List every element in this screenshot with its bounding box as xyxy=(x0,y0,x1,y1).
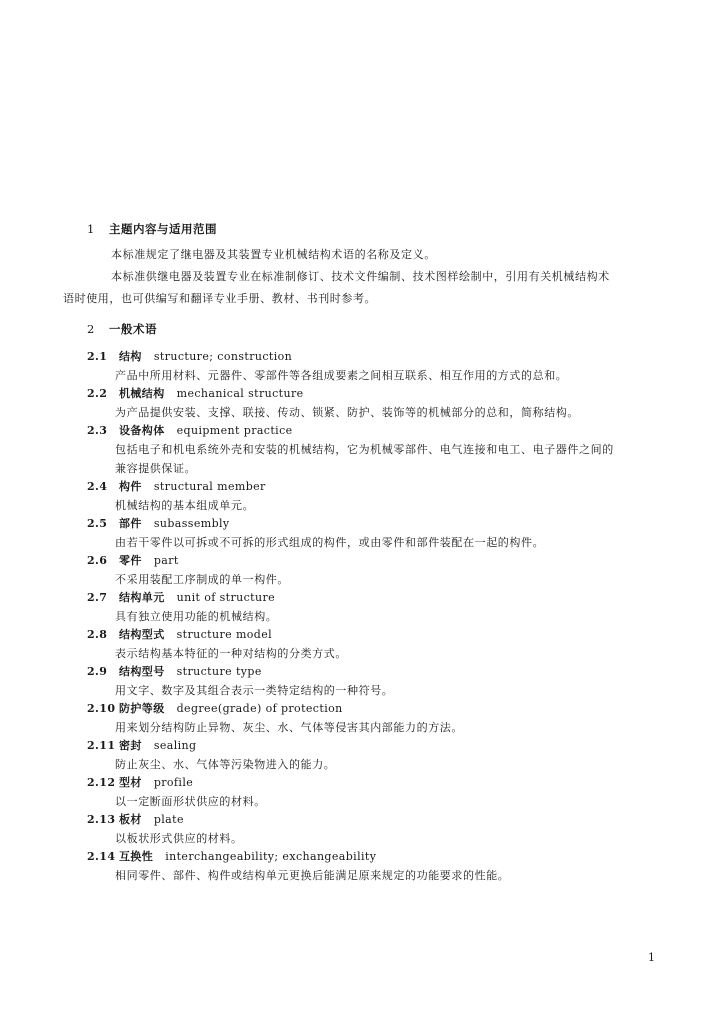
term-chinese: 零件 xyxy=(119,554,142,567)
term-number: 2.3 xyxy=(87,424,108,437)
term-entry xyxy=(87,515,657,552)
term-entry xyxy=(87,848,657,885)
term-number: 2.9 xyxy=(87,665,108,678)
term-heading xyxy=(87,552,657,570)
term-heading xyxy=(87,626,657,644)
term-english: interchangeability; exchangeability xyxy=(165,850,377,863)
term-chinese: 部件 xyxy=(119,517,142,530)
term-definition: 用文字、数字及其组合表示一类特定结构的一种符号。 xyxy=(115,684,394,697)
term-entry xyxy=(87,348,657,385)
section-2-title: 一般术语 xyxy=(109,322,157,336)
term-heading xyxy=(87,515,657,533)
section-1-para-2-line-2: 语时使用，也可供编写和翻译专业手册、教材、书刊时参考。 xyxy=(63,292,377,305)
term-number: 2.11 xyxy=(87,739,116,752)
document-body xyxy=(63,220,657,885)
term-english: degree(grade) of protection xyxy=(176,702,343,715)
term-definition: 包括电子和机电系统外壳和安装的机械结构，它为机械零部件、电气连接和电工、电子器件之间的 xyxy=(115,443,614,456)
section-2-number: 2 xyxy=(87,322,95,336)
term-english: subassembly xyxy=(153,517,230,530)
term-entry xyxy=(87,737,657,774)
term-entry xyxy=(87,663,657,700)
term-english: equipment practice xyxy=(176,424,293,437)
term-number: 2.14 xyxy=(87,850,116,863)
term-definition: 防止灰尘、水、气体等污染物进入的能力。 xyxy=(115,758,336,771)
term-entry xyxy=(87,626,657,663)
term-english: structure model xyxy=(176,628,273,641)
section-1-number: 1 xyxy=(87,222,95,236)
term-number: 2.12 xyxy=(87,776,116,789)
term-entry xyxy=(87,422,657,478)
term-heading xyxy=(87,774,657,792)
term-definition: 表示结构基本特征的一种对结构的分类方式。 xyxy=(115,647,347,660)
term-chinese: 密封 xyxy=(119,739,142,752)
term-number: 2.7 xyxy=(87,591,108,604)
term-definition: 用来划分结构防止异物、灰尘、水、气体等侵害其内部能力的方法。 xyxy=(115,721,463,734)
term-heading xyxy=(87,811,657,829)
term-entry xyxy=(87,589,657,626)
term-english: profile xyxy=(153,776,194,789)
term-english: sealing xyxy=(153,739,197,752)
term-definition: 以一定断面形状供应的材料。 xyxy=(115,795,266,808)
term-entry xyxy=(87,552,657,589)
term-heading xyxy=(87,385,657,403)
term-definition: 为产品提供安装、支撑、联接、传动、锁紧、防护、装饰等的机械部分的总和，简称结构。 xyxy=(115,406,579,419)
term-heading xyxy=(87,663,657,681)
term-definition: 以板状形式供应的材料。 xyxy=(115,832,243,845)
term-chinese: 结构 xyxy=(119,350,142,363)
term-chinese: 结构单元 xyxy=(119,591,165,604)
term-definition: 产品中所用材料、元器件、零部件等各组成要素之间相互联系、相互作用的方式的总和。 xyxy=(115,369,568,382)
section-1-title: 主题内容与适用范围 xyxy=(109,222,217,236)
term-english: mechanical structure xyxy=(176,387,304,400)
term-entry xyxy=(87,385,657,422)
term-number: 2.5 xyxy=(87,517,108,530)
term-chinese: 板材 xyxy=(119,813,142,826)
term-number: 2.2 xyxy=(87,387,108,400)
term-chinese: 互换性 xyxy=(119,850,154,863)
term-chinese: 设备构体 xyxy=(119,424,165,437)
term-chinese: 构件 xyxy=(119,480,142,493)
term-english: part xyxy=(153,554,179,567)
term-chinese: 防护等级 xyxy=(119,702,165,715)
section-2-heading xyxy=(87,320,657,338)
term-definition: 相同零件、部件、构件或结构单元更换后能满足原来规定的功能要求的性能。 xyxy=(115,869,510,882)
term-entry xyxy=(87,811,657,848)
term-number: 2.1 xyxy=(87,350,108,363)
term-list xyxy=(87,348,657,885)
term-heading xyxy=(87,348,657,366)
term-heading xyxy=(87,848,657,866)
term-entry xyxy=(87,478,657,515)
term-definition: 由若干零件以可拆或不可拆的形式组成的构件，或由零件和部件装配在一起的构件。 xyxy=(115,536,545,549)
term-chinese: 结构型式 xyxy=(119,628,165,641)
term-english: structural member xyxy=(153,480,266,493)
term-chinese: 机械结构 xyxy=(119,387,165,400)
term-heading xyxy=(87,422,657,440)
term-heading xyxy=(87,478,657,496)
term-number: 2.8 xyxy=(87,628,108,641)
term-heading xyxy=(87,589,657,607)
term-number: 2.13 xyxy=(87,813,116,826)
term-entry xyxy=(87,774,657,811)
term-entry xyxy=(87,700,657,737)
term-definition: 兼容提供保证。 xyxy=(115,462,197,475)
term-number: 2.6 xyxy=(87,554,108,567)
term-chinese: 型材 xyxy=(119,776,142,789)
term-english: plate xyxy=(153,813,184,826)
section-1-heading xyxy=(87,220,657,238)
term-heading xyxy=(87,700,657,718)
term-definition: 机械结构的基本组成单元。 xyxy=(115,499,255,512)
term-definition: 不采用装配工序制成的单一构件。 xyxy=(115,573,289,586)
page-number: 1 xyxy=(648,951,655,964)
term-english: unit of structure xyxy=(176,591,276,604)
section-1-para-2-line-1: 本标准供继电器及装置专业在标准制修订、技术文件编制、技术图样绘制中，引用有关机械结构术 xyxy=(111,270,610,283)
term-heading xyxy=(87,737,657,755)
term-chinese: 结构型号 xyxy=(119,665,165,678)
section-1-para-1: 本标准规定了继电器及其装置专业机械结构术语的名称及定义。 xyxy=(111,248,436,261)
term-english: structure type xyxy=(176,665,262,678)
term-definition: 具有独立使用功能的机械结构。 xyxy=(115,610,278,623)
term-english: structure; construction xyxy=(153,350,293,363)
term-number: 2.4 xyxy=(87,480,108,493)
term-number: 2.10 xyxy=(87,702,116,715)
